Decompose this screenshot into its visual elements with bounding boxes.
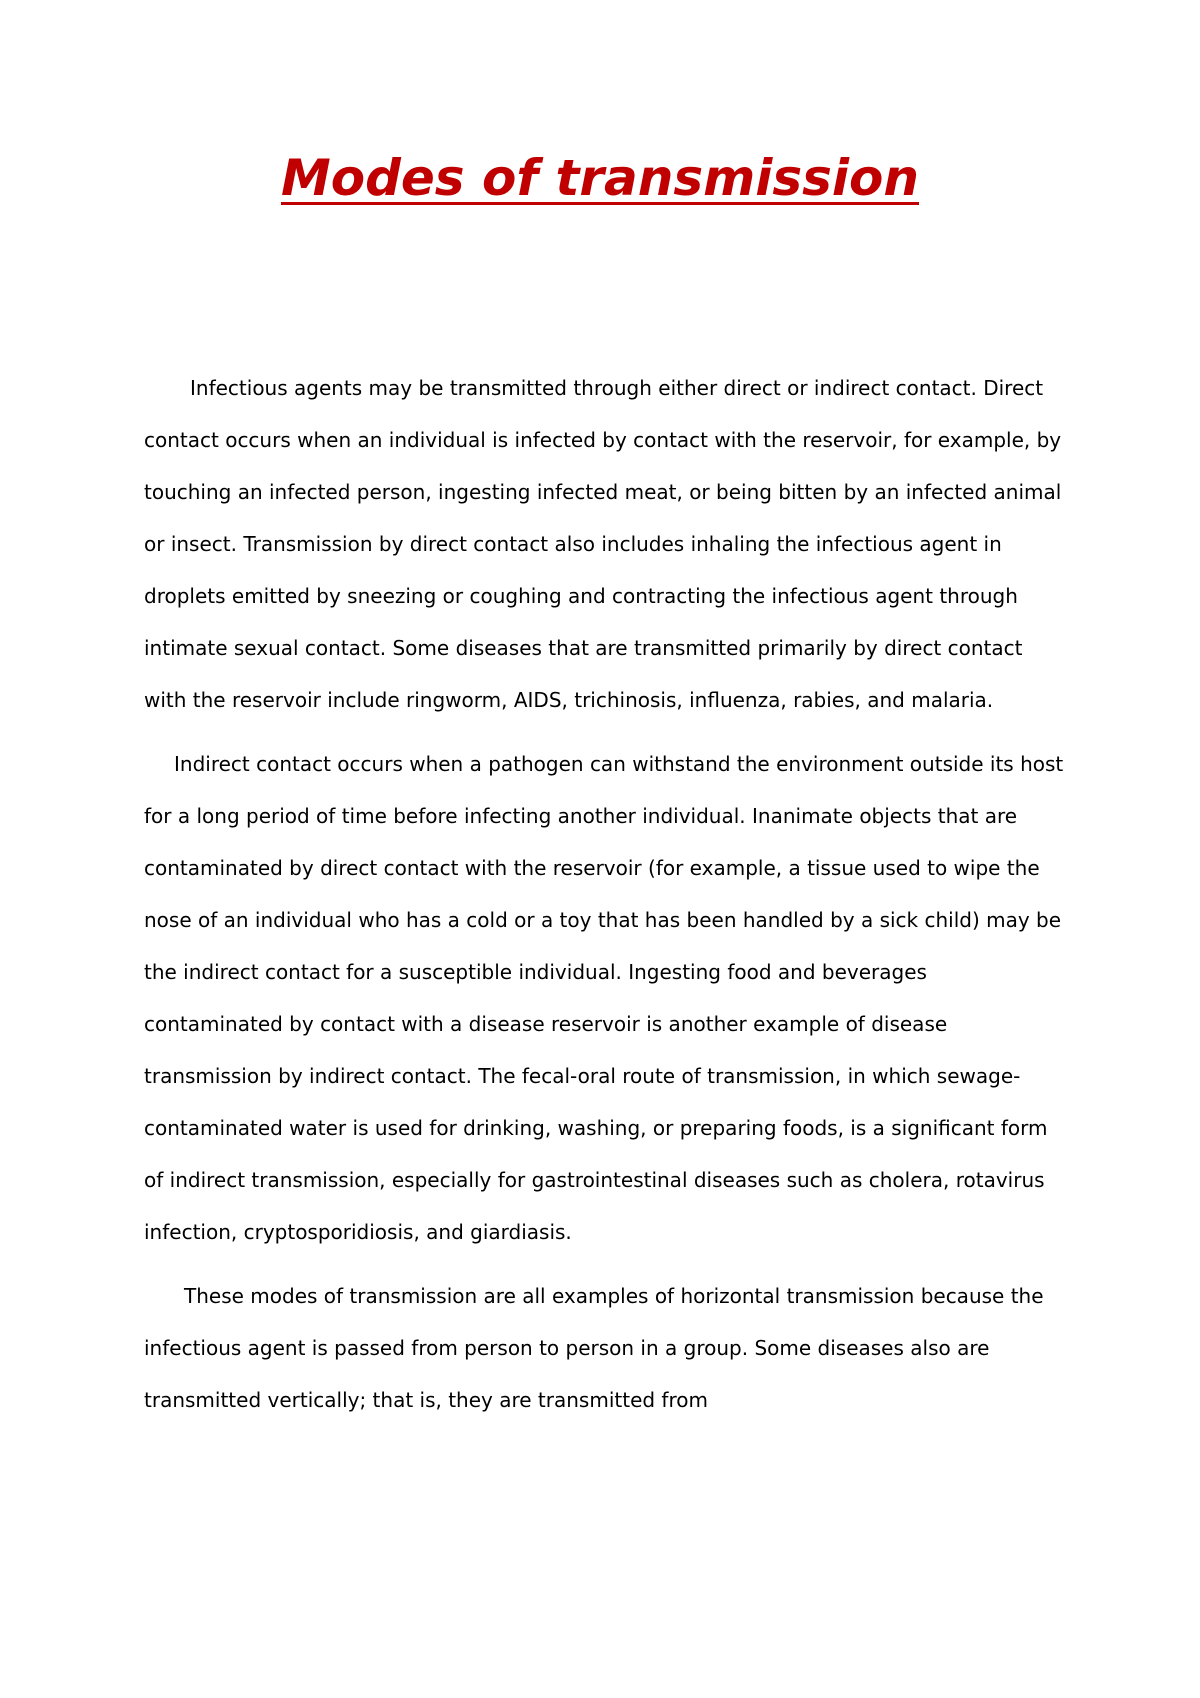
paragraph-indirect-contact: Indirect contact occurs when a pathogen can withstand the environment outside its host for a long period of time before infecting another individual. Inanimate objects that are contaminated by direct contact with the reservoir (for example, a tissue used to wipe the nose of an individual who has a cold or a toy that has been handled by a sick child) may be the indirect contact for a susceptible individual. Ingesting food and beverages contaminated by contact with a disease reservoir is another example of disease transmission by indirect contact. The fecal-oral route of transmission, in which sewage-contaminated water is used for drinking, washing, or preparing foods, is a significant form of indirect transmission, especially for gastrointestinal diseases such as cholera, rotavirus infection, cryptosporidiosis, and giardiasis. (144, 752, 1064, 1244)
paragraph-direct-contact: Infectious agents may be transmitted through either direct or indirect contact. Direct contact occurs when an individual is infected by contact with the reservoir, for example, by touching an infected person, ingesting infected meat, or being bitten by an infected animal or insect. Transmission by direct contact also includes inhaling the infectious agent in droplets emitted by sneezing or coughing and contracting the infectious agent through intimate sexual contact. Some diseases that are transmitted primarily by direct contact with the reservoir include ringworm, AIDS, trichinosis, influenza, rabies, and malaria. (144, 376, 1062, 712)
document-body (144, 362, 1064, 1426)
paragraph-horizontal-transmission: These modes of transmission are all examples of horizontal transmission because the infectious agent is passed from person to person in a group. Some diseases also are transmitted vertically; that is, they are transmitted from (144, 1284, 1044, 1412)
document-title: Modes of transmission (281, 149, 919, 207)
